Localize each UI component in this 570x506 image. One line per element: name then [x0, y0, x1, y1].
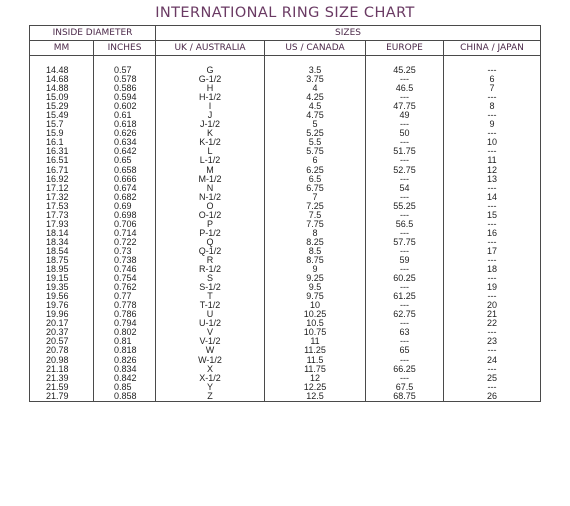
- cell-china-japan: 24: [444, 356, 541, 365]
- cell-uk-australia: Y: [156, 383, 265, 392]
- cell-china-japan: 6: [444, 75, 541, 84]
- cell-inches: 0.618: [94, 120, 156, 129]
- cell-mm: 18.54: [30, 247, 94, 256]
- sizes-header: SIZES: [156, 26, 541, 41]
- cell-europe: ---: [366, 229, 444, 238]
- cell-europe: ---: [366, 301, 444, 310]
- cell-uk-australia: U: [156, 310, 265, 319]
- cell-china-japan: 17: [444, 247, 541, 256]
- cell-uk-australia: S: [156, 274, 265, 283]
- cell-inches: 0.722: [94, 238, 156, 247]
- cell-china-japan: ---: [444, 346, 541, 355]
- cell-mm: 17.53: [30, 202, 94, 211]
- cell-us-canada: 11.25: [265, 346, 366, 355]
- cell-europe: 56.5: [366, 220, 444, 229]
- table-row: [30, 247, 541, 256]
- cell-inches: 0.69: [94, 202, 156, 211]
- cell-uk-australia: R-1/2: [156, 265, 265, 274]
- cell-uk-australia: W: [156, 346, 265, 355]
- cell-inches: 0.81: [94, 337, 156, 346]
- cell-uk-australia: U-1/2: [156, 319, 265, 328]
- cell-inches: 0.65: [94, 156, 156, 165]
- cell-inches: 0.786: [94, 310, 156, 319]
- cell-inches: 0.794: [94, 319, 156, 328]
- cell-uk-australia: M: [156, 166, 265, 175]
- cell-mm: 18.75: [30, 256, 94, 265]
- table-row: [30, 256, 541, 265]
- cell-europe: 50: [366, 129, 444, 138]
- cell-us-canada: 7.5: [265, 211, 366, 220]
- cell-china-japan: ---: [444, 328, 541, 337]
- cell-mm: 16.71: [30, 166, 94, 175]
- cell-uk-australia: K-1/2: [156, 138, 265, 147]
- cell-mm: 15.49: [30, 111, 94, 120]
- cell-mm: 16.51: [30, 156, 94, 165]
- cell-inches: 0.818: [94, 346, 156, 355]
- cell-uk-australia: O: [156, 202, 265, 211]
- cell-us-canada: 4.5: [265, 102, 366, 111]
- table-row: [30, 365, 541, 374]
- cell-us-canada: 11.75: [265, 365, 366, 374]
- cell-mm: 21.39: [30, 374, 94, 383]
- cell-inches: 0.634: [94, 138, 156, 147]
- cell-europe: 47.75: [366, 102, 444, 111]
- cell-uk-australia: L-1/2: [156, 156, 265, 165]
- ring-size-table-container: [29, 25, 540, 495]
- cell-uk-australia: T-1/2: [156, 301, 265, 310]
- cell-inches: 0.802: [94, 328, 156, 337]
- cell-europe: 62.75: [366, 310, 444, 319]
- cell-inches: 0.674: [94, 184, 156, 193]
- table-row: [30, 193, 541, 202]
- cell-china-japan: ---: [444, 147, 541, 156]
- cell-europe: 66.25: [366, 365, 444, 374]
- cell-europe: 63: [366, 328, 444, 337]
- cell-europe: ---: [366, 120, 444, 129]
- table-row: [30, 346, 541, 355]
- cell-uk-australia: Q: [156, 238, 265, 247]
- cell-us-canada: 4.75: [265, 111, 366, 120]
- column-header-us-canada: US / CANADA: [265, 41, 366, 56]
- cell-china-japan: ---: [444, 202, 541, 211]
- cell-mm: 15.29: [30, 102, 94, 111]
- cell-inches: 0.85: [94, 383, 156, 392]
- cell-europe: 51.75: [366, 147, 444, 156]
- cell-europe: ---: [366, 356, 444, 365]
- table-row: [30, 120, 541, 129]
- cell-europe: ---: [366, 247, 444, 256]
- cell-us-canada: 5.75: [265, 147, 366, 156]
- cell-mm: 15.9: [30, 129, 94, 138]
- column-header-uk-australia: UK / AUSTRALIA: [156, 41, 265, 56]
- cell-mm: 19.96: [30, 310, 94, 319]
- cell-uk-australia: N: [156, 184, 265, 193]
- column-header-europe: EUROPE: [366, 41, 444, 56]
- cell-mm: 14.88: [30, 84, 94, 93]
- cell-uk-australia: W-1/2: [156, 356, 265, 365]
- cell-mm: 19.15: [30, 274, 94, 283]
- cell-china-japan: 18: [444, 265, 541, 274]
- cell-us-canada: 6.25: [265, 166, 366, 175]
- table-spacer-row: [30, 56, 541, 67]
- cell-uk-australia: X-1/2: [156, 374, 265, 383]
- cell-mm: 17.93: [30, 220, 94, 229]
- cell-china-japan: ---: [444, 129, 541, 138]
- cell-europe: 61.25: [366, 292, 444, 301]
- inside-diameter-header: INSIDE DIAMETER: [30, 26, 156, 41]
- cell-uk-australia: M-1/2: [156, 175, 265, 184]
- cell-uk-australia: L: [156, 147, 265, 156]
- table-row: [30, 111, 541, 120]
- cell-mm: 17.32: [30, 193, 94, 202]
- cell-mm: 15.7: [30, 120, 94, 129]
- table-row: [30, 93, 541, 102]
- cell-uk-australia: R: [156, 256, 265, 265]
- cell-uk-australia: V-1/2: [156, 337, 265, 346]
- cell-inches: 0.73: [94, 247, 156, 256]
- cell-china-japan: 26: [444, 392, 541, 402]
- table-row: [30, 175, 541, 184]
- cell-inches: 0.626: [94, 129, 156, 138]
- cell-us-canada: 6.75: [265, 184, 366, 193]
- column-header-inches: INCHES: [94, 41, 156, 56]
- cell-us-canada: 9: [265, 265, 366, 274]
- table-row: [30, 265, 541, 274]
- table-row: [30, 184, 541, 193]
- cell-china-japan: ---: [444, 292, 541, 301]
- cell-europe: 60.25: [366, 274, 444, 283]
- cell-europe: ---: [366, 75, 444, 84]
- cell-inches: 0.738: [94, 256, 156, 265]
- table-row: [30, 211, 541, 220]
- cell-inches: 0.642: [94, 147, 156, 156]
- cell-uk-australia: Q-1/2: [156, 247, 265, 256]
- cell-europe: 54: [366, 184, 444, 193]
- cell-us-canada: 5: [265, 120, 366, 129]
- cell-china-japan: 20: [444, 301, 541, 310]
- cell-us-canada: 7.25: [265, 202, 366, 211]
- cell-mm: 20.17: [30, 319, 94, 328]
- table-row: [30, 292, 541, 301]
- cell-us-canada: 5.5: [265, 138, 366, 147]
- cell-us-canada: 10: [265, 301, 366, 310]
- cell-us-canada: 12.25: [265, 383, 366, 392]
- cell-us-canada: 9.5: [265, 283, 366, 292]
- cell-inches: 0.842: [94, 374, 156, 383]
- cell-us-canada: 8.5: [265, 247, 366, 256]
- cell-us-canada: 8: [265, 229, 366, 238]
- cell-us-canada: 7.75: [265, 220, 366, 229]
- cell-inches: 0.754: [94, 274, 156, 283]
- cell-china-japan: 12: [444, 166, 541, 175]
- table-row: [30, 84, 541, 93]
- cell-china-japan: ---: [444, 111, 541, 120]
- cell-europe: ---: [366, 211, 444, 220]
- cell-us-canada: 9.25: [265, 274, 366, 283]
- cell-europe: 59: [366, 256, 444, 265]
- table-row: [30, 310, 541, 319]
- cell-europe: ---: [366, 283, 444, 292]
- cell-mm: 17.12: [30, 184, 94, 193]
- table-row: [30, 138, 541, 147]
- cell-mm: 18.34: [30, 238, 94, 247]
- cell-china-japan: ---: [444, 274, 541, 283]
- cell-mm: 21.79: [30, 392, 94, 402]
- cell-uk-australia: O-1/2: [156, 211, 265, 220]
- cell-europe: 65: [366, 346, 444, 355]
- cell-europe: ---: [366, 374, 444, 383]
- cell-mm: 19.76: [30, 301, 94, 310]
- cell-uk-australia: S-1/2: [156, 283, 265, 292]
- table-row: [30, 202, 541, 211]
- cell-china-japan: 13: [444, 175, 541, 184]
- cell-us-canada: 7: [265, 193, 366, 202]
- cell-china-japan: 25: [444, 374, 541, 383]
- cell-europe: 55.25: [366, 202, 444, 211]
- cell-inches: 0.602: [94, 102, 156, 111]
- table-row: [30, 156, 541, 165]
- cell-europe: ---: [366, 156, 444, 165]
- cell-china-japan: 22: [444, 319, 541, 328]
- cell-uk-australia: P: [156, 220, 265, 229]
- cell-mm: 18.14: [30, 229, 94, 238]
- table-row: [30, 383, 541, 392]
- cell-china-japan: 23: [444, 337, 541, 346]
- cell-uk-australia: H-1/2: [156, 93, 265, 102]
- cell-china-japan: ---: [444, 256, 541, 265]
- cell-uk-australia: H: [156, 84, 265, 93]
- cell-inches: 0.682: [94, 193, 156, 202]
- cell-mm: 19.56: [30, 292, 94, 301]
- cell-europe: ---: [366, 175, 444, 184]
- cell-mm: 18.95: [30, 265, 94, 274]
- cell-china-japan: ---: [444, 220, 541, 229]
- cell-mm: 20.78: [30, 346, 94, 355]
- cell-uk-australia: Z: [156, 392, 265, 402]
- cell-europe: 49: [366, 111, 444, 120]
- cell-us-canada: 11.5: [265, 356, 366, 365]
- cell-uk-australia: J: [156, 111, 265, 120]
- cell-china-japan: ---: [444, 365, 541, 374]
- table-row: [30, 319, 541, 328]
- cell-mm: 21.59: [30, 383, 94, 392]
- cell-mm: 20.57: [30, 337, 94, 346]
- cell-us-canada: 8.25: [265, 238, 366, 247]
- cell-us-canada: 6.5: [265, 175, 366, 184]
- cell-us-canada: 10.75: [265, 328, 366, 337]
- cell-inches: 0.658: [94, 166, 156, 175]
- table-row: [30, 147, 541, 156]
- cell-china-japan: ---: [444, 93, 541, 102]
- cell-inches: 0.586: [94, 84, 156, 93]
- cell-europe: 46.5: [366, 84, 444, 93]
- table-row: [30, 328, 541, 337]
- ring-size-table: [29, 25, 541, 402]
- cell-china-japan: ---: [444, 184, 541, 193]
- cell-uk-australia: P-1/2: [156, 229, 265, 238]
- cell-inches: 0.746: [94, 265, 156, 274]
- cell-us-canada: 3.5: [265, 66, 366, 75]
- cell-china-japan: 19: [444, 283, 541, 292]
- cell-inches: 0.834: [94, 365, 156, 374]
- cell-mm: 17.73: [30, 211, 94, 220]
- cell-inches: 0.698: [94, 211, 156, 220]
- cell-europe: 52.75: [366, 166, 444, 175]
- cell-inches: 0.666: [94, 175, 156, 184]
- cell-us-canada: 3.75: [265, 75, 366, 84]
- cell-us-canada: 10.25: [265, 310, 366, 319]
- cell-uk-australia: T: [156, 292, 265, 301]
- cell-inches: 0.57: [94, 66, 156, 75]
- cell-europe: ---: [366, 193, 444, 202]
- cell-mm: 14.48: [30, 66, 94, 75]
- table-row: [30, 337, 541, 346]
- table-row: [30, 129, 541, 138]
- cell-us-canada: 5.25: [265, 129, 366, 138]
- cell-us-canada: 4: [265, 84, 366, 93]
- cell-europe: 45.25: [366, 66, 444, 75]
- cell-us-canada: 4.25: [265, 93, 366, 102]
- cell-uk-australia: I: [156, 102, 265, 111]
- table-row: [30, 102, 541, 111]
- cell-europe: ---: [366, 265, 444, 274]
- cell-europe: ---: [366, 319, 444, 328]
- cell-europe: 57.75: [366, 238, 444, 247]
- cell-us-canada: 12.5: [265, 392, 366, 402]
- cell-uk-australia: G: [156, 66, 265, 75]
- cell-china-japan: ---: [444, 383, 541, 392]
- cell-us-canada: 9.75: [265, 292, 366, 301]
- cell-china-japan: 15: [444, 211, 541, 220]
- table-body: [30, 56, 541, 402]
- cell-inches: 0.594: [94, 93, 156, 102]
- cell-china-japan: ---: [444, 238, 541, 247]
- cell-us-canada: 11: [265, 337, 366, 346]
- cell-europe: ---: [366, 337, 444, 346]
- cell-europe: ---: [366, 93, 444, 102]
- cell-mm: 14.68: [30, 75, 94, 84]
- cell-china-japan: 7: [444, 84, 541, 93]
- cell-inches: 0.858: [94, 392, 156, 402]
- cell-mm: 20.98: [30, 356, 94, 365]
- table-row: [30, 356, 541, 365]
- table-row: [30, 283, 541, 292]
- cell-china-japan: 8: [444, 102, 541, 111]
- cell-europe: ---: [366, 138, 444, 147]
- cell-uk-australia: J-1/2: [156, 120, 265, 129]
- cell-europe: 68.75: [366, 392, 444, 402]
- cell-mm: 16.92: [30, 175, 94, 184]
- table-row: [30, 301, 541, 310]
- cell-europe: 67.5: [366, 383, 444, 392]
- cell-inches: 0.762: [94, 283, 156, 292]
- chart-title: INTERNATIONAL RING SIZE CHART: [155, 5, 415, 21]
- cell-mm: 16.1: [30, 138, 94, 147]
- cell-china-japan: 16: [444, 229, 541, 238]
- table-row: [30, 374, 541, 383]
- cell-mm: 20.37: [30, 328, 94, 337]
- cell-us-canada: 8.75: [265, 256, 366, 265]
- cell-inches: 0.706: [94, 220, 156, 229]
- cell-uk-australia: X: [156, 365, 265, 374]
- cell-uk-australia: G-1/2: [156, 75, 265, 84]
- cell-inches: 0.61: [94, 111, 156, 120]
- cell-inches: 0.578: [94, 75, 156, 84]
- cell-us-canada: 6: [265, 156, 366, 165]
- cell-mm: 15.09: [30, 93, 94, 102]
- cell-china-japan: 14: [444, 193, 541, 202]
- table-row: [30, 66, 541, 75]
- cell-china-japan: 10: [444, 138, 541, 147]
- cell-china-japan: 9: [444, 120, 541, 129]
- cell-inches: 0.778: [94, 301, 156, 310]
- table-row: [30, 166, 541, 175]
- cell-uk-australia: V: [156, 328, 265, 337]
- table-row: [30, 220, 541, 229]
- cell-mm: 19.35: [30, 283, 94, 292]
- cell-inches: 0.77: [94, 292, 156, 301]
- cell-inches: 0.826: [94, 356, 156, 365]
- cell-uk-australia: K: [156, 129, 265, 138]
- table-row: [30, 392, 541, 402]
- cell-mm: 16.31: [30, 147, 94, 156]
- table-row: [30, 75, 541, 84]
- cell-us-canada: 12: [265, 374, 366, 383]
- table-row: [30, 229, 541, 238]
- table-row: [30, 274, 541, 283]
- column-header-china-japan: CHINA / JAPAN: [444, 41, 541, 56]
- table-row: [30, 238, 541, 247]
- cell-inches: 0.714: [94, 229, 156, 238]
- cell-china-japan: 21: [444, 310, 541, 319]
- cell-china-japan: 11: [444, 156, 541, 165]
- column-header-mm: MM: [30, 41, 94, 56]
- cell-uk-australia: N-1/2: [156, 193, 265, 202]
- cell-china-japan: ---: [444, 66, 541, 75]
- cell-us-canada: 10.5: [265, 319, 366, 328]
- cell-mm: 21.18: [30, 365, 94, 374]
